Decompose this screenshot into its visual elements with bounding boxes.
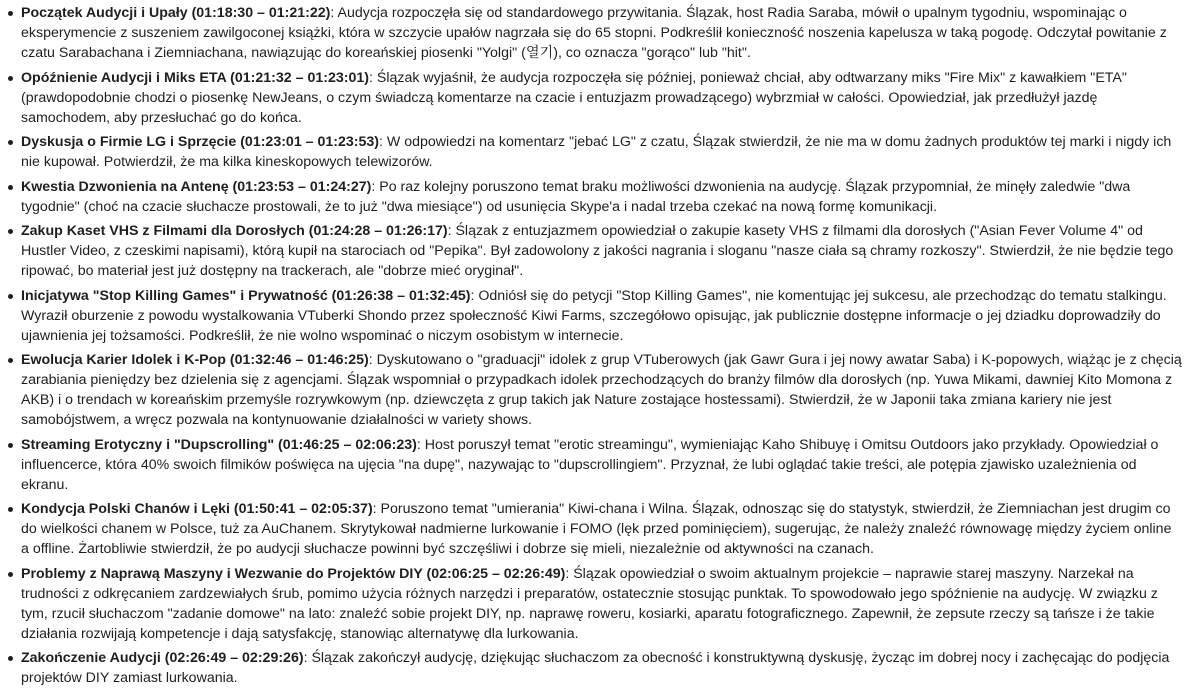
item-text: : Ślązak wyjaśnił, że audycja rozpoczęła się później, ponieważ chciał, aby odtwarzany miks "Fire Mix" z kawałkiem "ETA" (prawdopodobnie chodzi o piosenkę NewJeans, o czym świadczą komentarze na czacie i entuzjazm prowadzącego) wybrzmiał w całości. Opowiedział, jak przedłużył jazdę samochodem, aby przesłuchać go do końca. — [21, 69, 1127, 126]
list-item — [5, 3, 1183, 63]
item-text: : W odpowiedzi na komentarz "jebać LG" z czatu, Ślązak stwierdził, że nie ma w domu żadnych produktów tej marki i nigdy ich nie kupował. Potwierdził, że ma kilka kineskopowych telewizorów. — [21, 134, 1172, 170]
item-text: : Host poruszył temat "erotic streamingu", wymieniając Kaho Shibuyę i Omitsu Outdoors jako przykłady. Opowiedział o influencerce, która 40% swoich filmików poświęca na ujęcia "na dupę", nazywając to "dupscrollingiem". Przyznał, że lubi oglądać takie treści, ale potępia zjawisko uzależnienia od ekranu. — [21, 436, 1159, 493]
item-title: Streaming Erotyczny i "Dupscrolling" (01:46:25 – 02:06:23) — [21, 436, 417, 453]
list-item — [5, 499, 1183, 559]
item-title: Kondycja Polski Chanów i Lęki (01:50:41 – 02:05:37) — [21, 501, 373, 517]
item-title: Ewolucja Karier Idolek i K-Pop (01:32:46 – 01:46:25) — [21, 352, 369, 368]
list-item — [5, 68, 1183, 128]
item-text: : Dyskutowano o "graduacji" idolek z grup VTuberowych (jak Gawr Gura i jej nowy awatar Saba) i K-popowych, wiążąc je z chęcią zarabiania pieniędzy bez dzielenia się z agencjami. Ślązak wspomniał o przypadkach idolek przechodzących do branży filmów dla dorosłych (np. Yuwa Mikami, dawniej Kito Momona z AKB) i o trendach w koreańskim przemyśle rozrywkowym (np. dziewczęta z grup takich jak Nature zostające hostessami). Stwierdził, że w Japonii taka zmiana kariery nie jest samobójstwem, a wręcz pozwala na kontynuowanie działalności w variety shows. — [21, 352, 1182, 428]
list-item — [5, 435, 1183, 495]
item-text: : Poruszono temat "umierania" Kiwi-chana i Wilna. Ślązak, odnosząc się do statystyk, stwierdził, że Ziemniachan jest drugim co do wielkości chanem w Polsce, tuż za AuChanem. Skrytykował nadmierne lurkowanie i FOMO (lęk przed pominięciem), sugerując, że należy znaleźć równowagę między życiem online a offline. Żartobliwie stwierdził, że po audycji słuchacze powinni być szczęśliwi i dobrze się mieli, niezależnie od aktywności na czanach. — [21, 501, 1172, 557]
item-title: Inicjatywa "Stop Killing Games" i Prywatność (01:26:38 – 01:32:45) — [21, 287, 471, 304]
item-text: : Ślązak opowiedział o swoim aktualnym projekcie – naprawie starej maszyny. Narzekał na trudności z odkręcaniem zardzewiałych śrub, pomimo użycia różnych narzędzi i preparatów, ostatecznie stosując punktak. To spowodowało jego spóźnienie na audycję. W związku z tym, rzucił słuchaczom "zadanie domowe" na lato: znaleźć sobie projekt DIY, np. naprawę roweru, kosiarki, aparatu fotograficznego. Zapewnił, że zepsute rzeczy są tańsze i że takie działania rozwijają kompetencje i dają satysfakcję, stanowiąc alternatywę dla lurkowania. — [21, 565, 1158, 642]
item-text: : Audycja rozpoczęła się od standardowego przywitania. Ślązak, host Radia Saraba, mówił o upalnym tygodniu, wspominając o eksperymencie z suszeniem zawilgoconej książki, która w szczycie upałów nagrzała się do 65 stopni. Podkreślił konieczność noszenia kapelusza w taką pogodę. Odczytał powitanie z czatu Sarabachana i Ziemniachana, nawiązując do koreańskiej piosenki "Yolgi" (열기), co oznacza "gorąco" lub "hit". — [21, 5, 1167, 61]
list-item — [5, 221, 1183, 281]
summary-list — [5, 3, 1183, 688]
item-title: Problemy z Naprawą Maszyny i Wezwanie do Projektów DIY (02:06:25 – 02:26:49) — [21, 565, 566, 582]
list-item — [5, 286, 1183, 346]
item-title: Początek Audycji i Upały (01:18:30 – 01:21:22) — [21, 5, 331, 21]
item-text: : Ślązak z entuzjazmem opowiedział o zakupie kasety VHS z filmami dla dorosłych ("Asian Fever Volume 4" od Hustler Video, z czeskimi napisami), którą kupił na starociach od "Pepika". Był zadowolony z jakości nagrania i sloganu "nasze ciała są chramy rozkoszy". Stwierdził, że nie będzie tego ripować, bo materiał jest już dostępny na trackerach, ale "dobrze mieć oryginał". — [21, 223, 1174, 279]
list-item — [5, 132, 1183, 172]
item-text: : Po raz kolejny poruszono temat braku możliwości dzwonienia na audycję. Ślązak przypomniał, że minęły zaledwie "dwa tygodnie" (choć na czacie słuchacze prostowali, że to już "dwa miesiące") od usunięcia Skype'a i nadal trzeba czekać na nową formę komunikacji. — [21, 178, 1131, 215]
item-title: Opóźnienie Audycji i Miks ETA (01:21:32 – 01:23:01) — [21, 69, 369, 86]
item-title: Dyskusja o Firmie LG i Sprzęcie (01:23:01 – 01:23:53) — [21, 134, 380, 150]
list-item — [5, 564, 1183, 644]
item-title: Zakończenie Audycji (02:26:49 – 02:29:26) — [21, 650, 304, 666]
item-text: : Ślązak zakończył audycję, dziękując słuchaczom za obecność i konstruktywną dyskusję, życząc im dobrej nocy i zachęcając do podjęcia projektów DIY zamiast lurkowania. — [21, 650, 1170, 686]
list-item — [5, 177, 1183, 217]
item-text: : Odniósł się do petycji "Stop Killing Games", nie komentując jej sukcesu, ale przechodząc do tematu stalkingu. Wyraził oburzenie z powodu wystalkowania VTuberki Shondo przez społeczność Kiwi Farms, szczegółowo opisując, jak publicznie dostępne informacje o jej dziadku doprowadziły do ujawnienia jej tożsamości. Podkreślił, że nie wolno wspominać o niczym osobistym w internecie. — [21, 287, 1167, 344]
list-item — [5, 648, 1183, 688]
item-title: Kwestia Dzwonienia na Antenę (01:23:53 – 01:24:27) — [21, 178, 372, 195]
item-title: Zakup Kaset VHS z Filmami dla Dorosłych (01:24:28 – 01:26:17) — [21, 223, 448, 239]
list-item — [5, 350, 1183, 430]
